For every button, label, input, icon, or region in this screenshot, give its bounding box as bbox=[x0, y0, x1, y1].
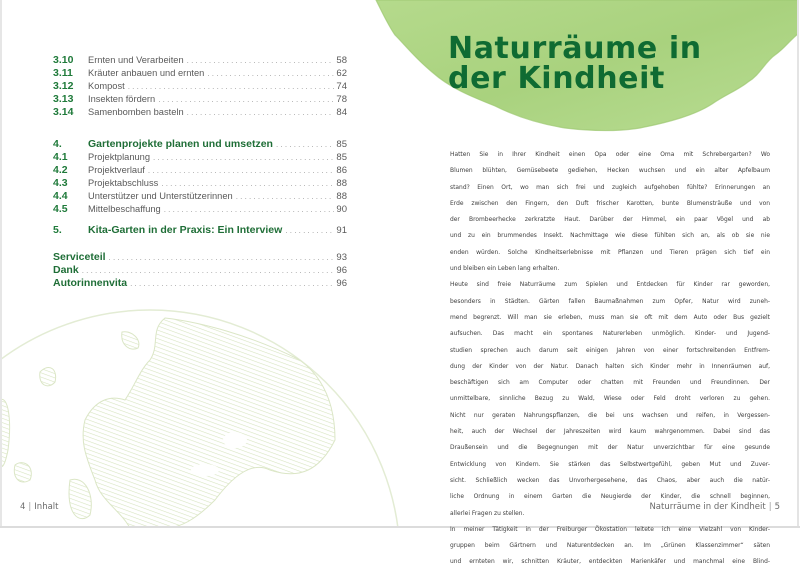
body-text-line-content: Erde zwischen den Fingern, den Duft frischer Karotten, bunte Blumensträuße und von bbox=[450, 199, 770, 207]
toc-entry-title: Kräuter anbauen und ernten bbox=[88, 68, 205, 78]
body-text-line-content: studien sprechen auch darum seit einigen Jahren von einer fortschreitenden Entfrem- bbox=[450, 346, 770, 354]
body-text-line-content: enden würden. Solche Kindheitserlebnisse mit Pflanzen und Tieren prägen sich tief ein bbox=[450, 248, 770, 256]
body-text-line bbox=[450, 407, 770, 423]
body-text-line bbox=[450, 146, 770, 162]
body-text-line bbox=[450, 439, 770, 455]
body-text-line bbox=[450, 553, 770, 569]
page-edge-left bbox=[0, 0, 2, 528]
toc-entry-title: Autorinnenvita bbox=[53, 277, 128, 289]
body-text-line-content: Entwicklung von Kindern. Sie stärken das Selbstwertgefühl, geben Mut und Zuver- bbox=[450, 460, 770, 468]
body-text-line-content: mend begrenzt. Will man sie erleben, muss man sie oft mit dem Auto oder Bus gezielt bbox=[450, 313, 770, 321]
body-text-line bbox=[450, 521, 770, 537]
body-text-line bbox=[450, 423, 770, 439]
footer-left-page-number: 4 bbox=[20, 502, 26, 512]
toc-leader-dots bbox=[148, 164, 335, 177]
toc-entry-title: Serviceteil bbox=[53, 251, 106, 263]
toc-leader-dots bbox=[158, 93, 334, 106]
toc-entry-number: 3.11 bbox=[53, 67, 73, 79]
body-text-line-content: und bleiben ein Leben lang erhalten. bbox=[450, 265, 560, 273]
body-text-line-content: unmittelbare, sinnliche Bezug zu Wald, Wiese oder Feld droht verloren zu gehen. bbox=[450, 395, 770, 403]
toc-entry[interactable] bbox=[53, 251, 347, 264]
toc-entry-page: 88 bbox=[336, 178, 347, 189]
toc-entry-title: Projektverlauf bbox=[88, 165, 145, 175]
body-text-line bbox=[450, 260, 770, 276]
toc-entry-number: 3.12 bbox=[53, 80, 74, 92]
toc-entry[interactable] bbox=[53, 151, 347, 164]
toc-entry-title: Projektplanung bbox=[88, 152, 151, 162]
toc-leader-dots bbox=[164, 203, 335, 216]
footer-right-page-number: 5 bbox=[774, 502, 780, 512]
toc-entry-number: 4. bbox=[53, 138, 62, 150]
footer-separator: | bbox=[768, 502, 772, 512]
body-text-line-content: aufsuchen. Das macht ein spontanes Naturerleben unmöglich. Kinder- und Jugend- bbox=[450, 330, 770, 338]
toc-leader-dots bbox=[128, 80, 335, 93]
body-text-line-content: dung der Kinder von der Natur. Danach halten sich Kinder mehr in Innenräumen auf, bbox=[450, 362, 770, 370]
body-text-line bbox=[450, 179, 770, 195]
body-text-line-content: sicht. Schließlich wecken das Unvorhergesehene, das Chaos, aber auch die natür- bbox=[450, 476, 770, 484]
body-text-line-content: Draußensein und die Begegnungen mit der Natur unverzichtbar für eine gesunde bbox=[450, 444, 770, 452]
body-text-line-content: der Brombeerhecke zerkratzte Haut. Darüber der Himmel, ein paar Vögel und ab bbox=[450, 216, 770, 224]
toc-leader-dots bbox=[285, 224, 334, 237]
toc-entry-page: 84 bbox=[336, 107, 347, 118]
toc-entry-title: Dank bbox=[53, 264, 79, 276]
body-text-line bbox=[450, 390, 770, 406]
body-text-line-content: In meiner Tätigkeit in der Freiburger Ökostation leitete ich eine Vielzahl von Kinder- bbox=[450, 525, 770, 533]
toc-leader-dots bbox=[130, 277, 334, 290]
toc-entry[interactable] bbox=[53, 177, 347, 190]
body-text-line-content: beschäftigen sich am Computer oder chatten mit Freunden und Freundinnen. Der bbox=[450, 379, 770, 387]
toc-leader-dots bbox=[236, 190, 335, 203]
footer-right bbox=[649, 502, 780, 512]
toc-entry[interactable] bbox=[53, 264, 347, 277]
toc-leader-dots bbox=[161, 177, 334, 190]
toc-leader-dots bbox=[187, 54, 335, 67]
toc-entry-page: 93 bbox=[336, 252, 347, 263]
toc-entry[interactable] bbox=[53, 54, 347, 67]
toc-entry[interactable] bbox=[53, 164, 347, 177]
body-text-line-content: Blumen blühten, Gemüsebeete gediehen, Hecken wuchsen und ein alter Apfelbaum bbox=[450, 167, 770, 175]
toc-entry-title: Unterstützer und Unterstützerinnen bbox=[88, 191, 233, 201]
body-text-line bbox=[450, 227, 770, 243]
body-text-line bbox=[450, 244, 770, 260]
toc-entry-page: 58 bbox=[336, 55, 347, 66]
toc-entry-number: 4.5 bbox=[53, 203, 68, 215]
body-text-line-content: Nicht nur geraten Nahrungspflanzen, die bei uns wachsen und reifen, in Vergessen- bbox=[450, 411, 770, 419]
body-text-line bbox=[450, 211, 770, 227]
body-text-line bbox=[450, 276, 770, 292]
body-text-line bbox=[450, 162, 770, 178]
toc-entry[interactable] bbox=[53, 203, 347, 216]
body-text-line bbox=[450, 325, 770, 341]
toc-entry[interactable] bbox=[53, 93, 347, 106]
toc-entry-number: 4.4 bbox=[53, 190, 68, 202]
toc-entry-number: 3.14 bbox=[53, 106, 74, 118]
toc-entry-number: 4.1 bbox=[53, 151, 68, 163]
toc-entry-title: Kompost bbox=[88, 81, 125, 91]
footer-separator: | bbox=[28, 502, 32, 512]
toc-entry-page: 96 bbox=[336, 278, 347, 289]
chapter-title-line1: Naturräume in bbox=[448, 31, 702, 66]
body-text-line-content: besonders in Städten. Gärten fallen Baumaßnahmen zum Opfer, Natur wird zuneh- bbox=[450, 297, 770, 305]
body-text-line bbox=[450, 537, 770, 553]
toc-entry-title: Ernten und Verarbeiten bbox=[88, 55, 184, 65]
footer-left-section: Inhalt bbox=[34, 502, 59, 512]
toc-entry-page: 74 bbox=[336, 81, 347, 92]
page-edge-right bbox=[797, 0, 799, 528]
body-text-line bbox=[450, 195, 770, 211]
toc-entry[interactable] bbox=[53, 224, 347, 237]
toc-entry-page: 96 bbox=[336, 265, 347, 276]
toc-entry-number: 4.3 bbox=[53, 177, 68, 189]
toc-leader-dots bbox=[82, 264, 335, 277]
toc-leader-dots bbox=[153, 151, 334, 164]
body-text-line bbox=[450, 293, 770, 309]
toc-entry-title: Gartenprojekte planen und umsetzen bbox=[88, 138, 273, 150]
body-text-line-content: liche Ordnung in einem Garten die Neugierde der Kinder, die schnell beginnen, bbox=[450, 493, 770, 501]
chapter-title-line2: der Kindheit bbox=[448, 61, 665, 96]
body-text-line-content: heit, auch der Wechsel der Jahreszeiten wird kaum wahrgenommen. Dabei sind das bbox=[450, 428, 770, 436]
chapter-title bbox=[448, 31, 702, 96]
footer-right-section: Naturräume in der Kindheit bbox=[649, 502, 766, 512]
body-text-line-content: allerlei Fragen zu stellen. bbox=[450, 509, 525, 517]
toc-entry-page: 90 bbox=[336, 204, 347, 215]
toc-entry[interactable] bbox=[53, 67, 347, 80]
body-text-line bbox=[450, 342, 770, 358]
body-text-line bbox=[450, 456, 770, 472]
toc-entry-title: Insekten fördern bbox=[88, 94, 156, 104]
body-text-line-content: und zu ein brummendes Insekt. Nachmittage wie diese fühlten sich an, als ob sie nie bbox=[450, 232, 770, 240]
toc-entry-title: Samenbomben basteln bbox=[88, 107, 184, 117]
body-text-line-content: stand? Einen Ort, wo man sich frei und zugleich aufgehoben fühlte? Erinnerungen an bbox=[450, 183, 770, 191]
body-text-line bbox=[450, 374, 770, 390]
toc-leader-dots bbox=[207, 67, 334, 80]
toc-entry-page: 86 bbox=[336, 165, 347, 176]
toc-entry-title: Projektabschluss bbox=[88, 178, 159, 188]
toc-leader-dots bbox=[187, 106, 335, 119]
toc-entry-number: 4.2 bbox=[53, 164, 68, 176]
toc-entry-number: 3.13 bbox=[53, 93, 74, 105]
body-text-line bbox=[450, 472, 770, 488]
toc-entry-number: 5. bbox=[53, 224, 62, 236]
body-text-line bbox=[450, 309, 770, 325]
toc-entry-page: 85 bbox=[336, 139, 347, 150]
toc-entry-page: 88 bbox=[336, 191, 347, 202]
body-text-line bbox=[450, 358, 770, 374]
toc-entry[interactable] bbox=[53, 277, 347, 290]
toc-entry[interactable] bbox=[53, 106, 347, 119]
toc-entry-title: Mittelbeschaffung bbox=[88, 204, 161, 214]
toc-entry-page: 78 bbox=[336, 94, 347, 105]
toc-entry[interactable] bbox=[53, 190, 347, 203]
body-text-line-content: Hatten Sie in Ihrer Kindheit einen Opa oder eine Oma mit Schrebergarten? Wo bbox=[450, 151, 770, 158]
toc-leader-dots bbox=[276, 138, 334, 151]
toc-entry[interactable] bbox=[53, 80, 347, 93]
toc-entry[interactable] bbox=[53, 138, 347, 151]
body-text-line-content: gruppen beim Gärtnern und Naturentdecken an. Im „Grünen Klassenzimmer“ säten bbox=[450, 542, 770, 550]
toc-entry-page: 85 bbox=[336, 152, 347, 163]
body-text-line-content: und ernteten wir, schnitten Kräuter, entdeckten Marienkäfer und manchmal eine Blind- bbox=[450, 558, 770, 566]
toc-leader-dots bbox=[109, 251, 335, 264]
footer-left bbox=[20, 502, 58, 512]
toc-entry-number: 3.10 bbox=[53, 54, 74, 66]
toc-entry-page: 91 bbox=[336, 225, 347, 236]
toc-entry-page: 62 bbox=[336, 68, 347, 79]
toc-entry-title: Kita-Garten in der Praxis: Ein Interview bbox=[88, 224, 283, 236]
body-text-line-content: Heute sind freie Naturräume zum Spielen und Entdecken für Kinder rar geworden, bbox=[450, 281, 770, 289]
